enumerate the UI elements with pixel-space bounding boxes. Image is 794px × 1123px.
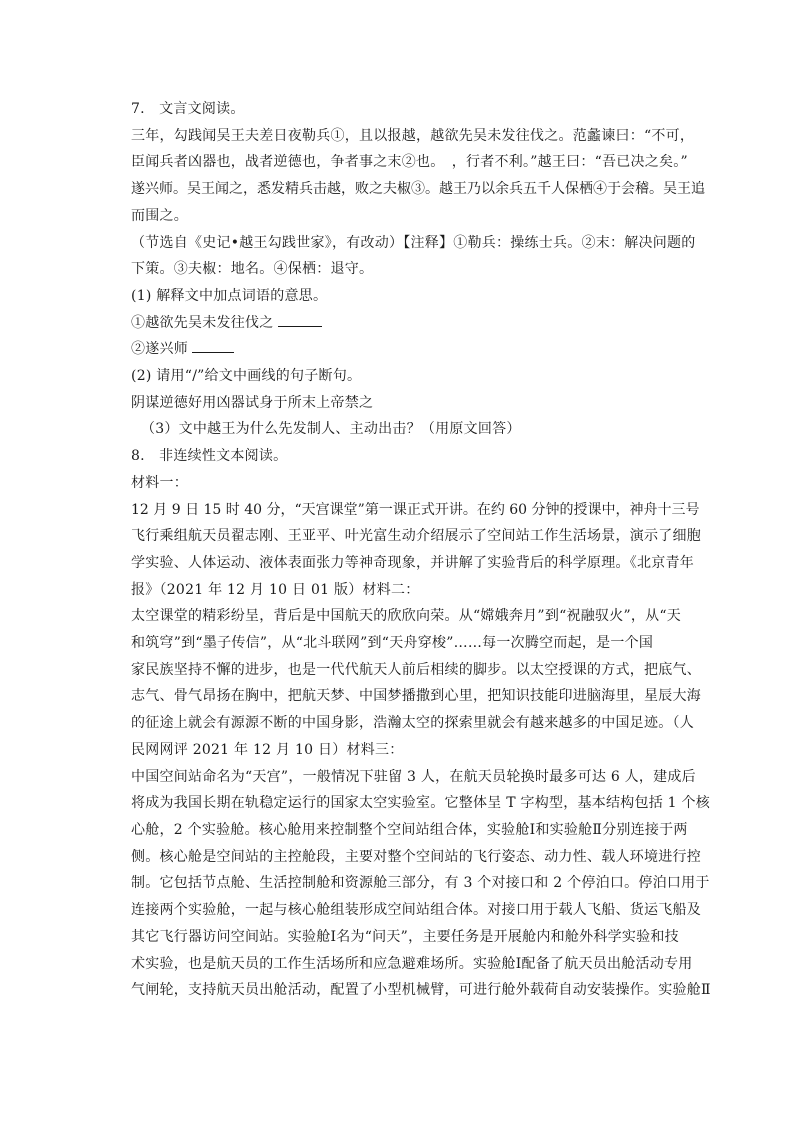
material-line: 术实验，也是航天员的工作生活场所和应急避难场所。实验舱Ⅰ配备了航天员出舱活动专用 [131, 955, 693, 972]
source-note: 下策。③夫椒：地名。④保栖：退守。 [131, 261, 374, 278]
sub-question-2: (2) 请用“/”给文中画线的句子断句。 [131, 368, 362, 385]
material-line: 学实验、人体运动、液体表面张力等神奇现象，并讲解了实验背后的科学原理。《北京青年 [131, 554, 694, 571]
passage-line: 而围之。 [131, 207, 188, 224]
material-line: 连接两个实验舱，一起与核心舱组装形成空间站组合体。对接口用于载人飞船、货运飞船及 [131, 902, 701, 919]
item-text: ①越欲先吴未发往伐之 [131, 314, 274, 331]
passage-line: 遂兴师。吴王闻之，悉发精兵击越，败之夫椒③。越王乃以余兵五千人保栖④于会稽。吴王追 [131, 181, 705, 198]
passage-line: 三年，勾践闻吴王夫差日夜勒兵①，且以报越，越欲先吴未发往伐之。范蠡谏曰：“不可， [131, 127, 695, 144]
sub-question-1: (1) 解释文中加点词语的意思。 [131, 287, 328, 304]
item-text: ②遂兴师 [131, 341, 188, 358]
material-line: 心舱，2 个实验舱。核心舱用来控制整个空间站组合体，实验舱Ⅰ和实验舱Ⅱ分别连接于两 [131, 821, 688, 838]
answer-blank[interactable] [278, 312, 322, 327]
material-line: 气闸轮，支持航天员出舱活动，配置了小型机械臂，可进行舱外载荷自动安装操作。实验舱Ⅱ [131, 982, 711, 999]
material-line: 和筑穹”到“墨子传信”，从“北斗联网”到“天舟穿梭”……每一次腾空而起，是一个国 [131, 635, 654, 652]
material-line: 民网网评 2021 年 12 月 10 日）材料三： [131, 741, 404, 758]
document-body [131, 96, 711, 1004]
answer-blank[interactable] [192, 338, 234, 353]
material-line: 报》（2021 年 12 月 10 日 01 版）材料二： [131, 581, 420, 598]
material-line: 太空课堂的精彩纷呈，背后是中国航天的欣欣向荣。从“嫦娥奔月”到“祝融驭火”，从“天 [131, 608, 682, 625]
question-8-heading: 8. 非连续性文本阅读。 [131, 448, 288, 465]
material-line: 制。它包括节点舱、生活控制舱和资源舱三部分，有 3 个对接口和 2 个停泊口。停泊口用于 [131, 875, 710, 892]
sentence-to-punctuate: 阴谋逆德好用凶器试身于所末上帝禁之 [131, 394, 374, 411]
source-note: （节选自《史记•越王勾践世家》，有改动）【注释】①勒兵：操练士兵。②末：解决问题的 [131, 234, 696, 251]
material-line: 飞行乘组航天员翟志刚、王亚平、叶光富生动介绍展示了空间站工作生活场景，演示了细胞 [131, 528, 701, 545]
sub-question-3: （3）文中越王为什么先发制人、主动出击？（用原文回答） [141, 421, 521, 438]
material-line: 将成为我国长期在轨稳定运行的国家太空实验室。它整体呈 T 字构型，基本结构包括 1 个核 [131, 795, 711, 812]
sub-question-1-item-2 [131, 336, 701, 363]
material-line: 的征途上就会有源源不断的中国身影，浩瀚太空的探索里就会有越来越多的中国足迹。（人 [131, 715, 694, 732]
material-line: 其它飞行器访问空间站。实验舱Ⅰ名为“问天”，主要任务是开展舱内和舱外科学实验和技 [131, 928, 679, 945]
material-line: 12 月 9 日 15 时 40 分，“天宫课堂”第一课正式开讲。在约 60 分钟的授课中，神舟十三号 [131, 501, 700, 518]
sub-question-1-item-1 [131, 310, 701, 337]
passage-line: 臣闻兵者凶器也，战者逆德也，争者事之末②也。 ，行者不利。”越王曰：“吾已决之矣。” [131, 154, 688, 171]
material-line: 中国空间站命名为“天宫”，一般情况下驻留 3 人，在航天员轮换时最多可达 6 人，建成后 [131, 768, 696, 785]
material-line: 家民族坚持不懈的进步，也是一代代航天人前后相续的脚步。以太空授课的方式，把底气、 [131, 661, 701, 678]
material-1-label: 材料一： [131, 474, 188, 491]
material-line: 志气、骨气昂扬在胸中，把航天梦、中国梦播撒到心里，把知识技能印进脑海里，星辰大海 [131, 688, 701, 705]
material-line: 侧。核心舱是空间站的主控舱段，主要对整个空间站的飞行姿态、动力性、载人环境进行控 [131, 848, 701, 865]
question-7-heading: 7. 文言文阅读。 [131, 101, 245, 117]
